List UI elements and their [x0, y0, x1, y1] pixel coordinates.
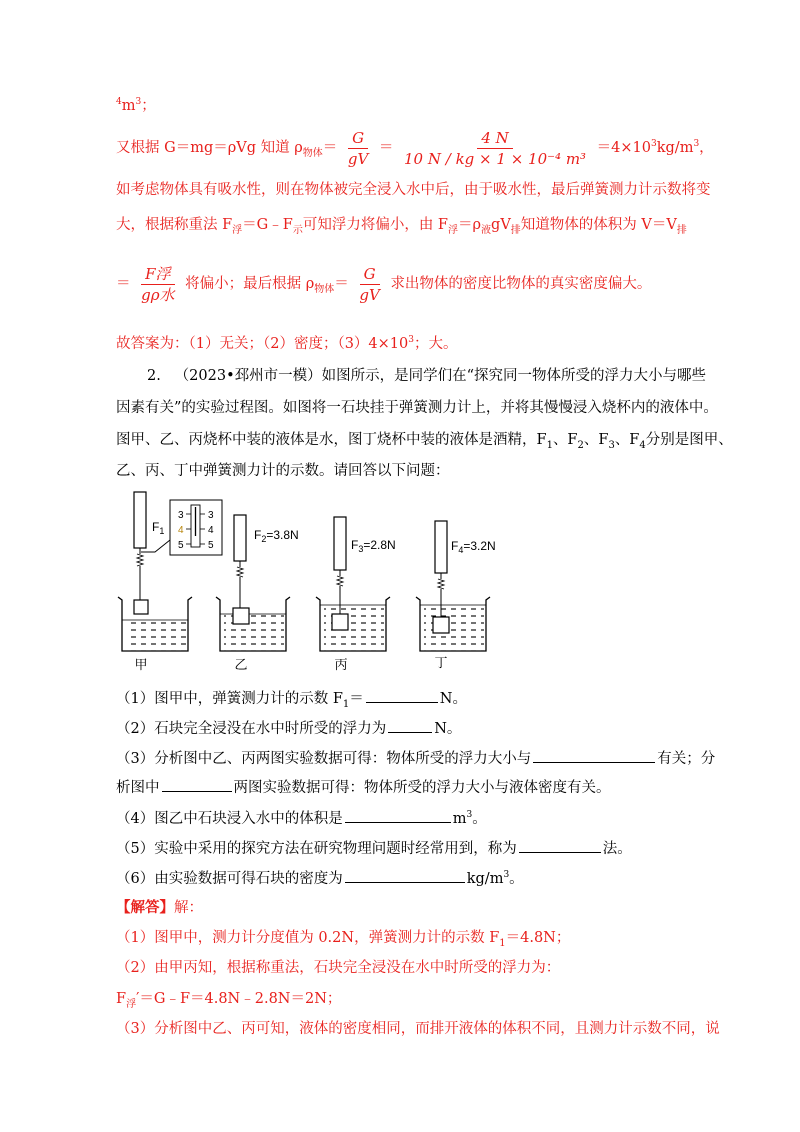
- svg-text:3: 3: [208, 510, 214, 521]
- stone-yi: [233, 608, 249, 624]
- caption-yi: 乙: [234, 657, 248, 672]
- answer-line-volume: $^4m^3$；: [116, 97, 156, 114]
- spring-scale-bing: [334, 517, 346, 570]
- setup-jia: [118, 492, 222, 672]
- svg-text:5: 5: [208, 540, 214, 551]
- solution-2-calc: $F_浮'=G﹣F=4.8N﹣2.8N=2N$；: [116, 991, 342, 1010]
- answer-blank-3b[interactable]: [162, 776, 232, 792]
- fraction-density-calc: $\frac{4 N}{\text{10 N / kg × 1 × 10⁻⁴ m³}}$: [404, 128, 587, 168]
- svg-text:4: 4: [208, 525, 214, 536]
- setup-yi: [216, 515, 299, 672]
- sub-question-4: （4）图乙中石块浸入水中的体积是 $m^3$。: [116, 807, 487, 829]
- stone-jia: [134, 600, 148, 614]
- answer-blank-2[interactable]: [388, 717, 432, 733]
- question-2-line-1: 2. （2023•邳州市一模）如图所示，是同学们在“探究同一物体所受的浮力大小与哪些: [147, 368, 707, 384]
- question-2-line-2: 因素有关”的实验过程图。如图将一石块挂于弹簧测力计上，并将其慢慢浸入烧杯内的液体中。: [116, 400, 718, 416]
- solution-1: （1）图甲中，测力计分度值为 0.2N，弹簧测力计的示数 $F_1=4.8N$；: [116, 930, 571, 949]
- answer-line-conclusion: ＝ $\frac{\text{F浮}}{\text{gρ水}}$ 将偏小；最后根据 $\rho_{物体}=$ $\frac{G}{gV}$ 求出物体的密度比物体的真实密度偏大。: [116, 264, 652, 304]
- answer-blank-6[interactable]: [345, 867, 465, 883]
- fraction-buoyancy-volume: $\frac{\text{F浮}}{\text{gρ水}}$: [141, 264, 175, 304]
- sub-question-2: （2）石块完全浸没在水中时所受的浮力为 N。: [116, 717, 461, 739]
- f2-label: $F_2=3.8N$: [254, 528, 299, 544]
- sub-question-3-cont: 析图中 两图实验数据可得：物体所受的浮力大小与液体密度有关。: [116, 776, 611, 798]
- question-number: 2.: [147, 368, 161, 384]
- caption-bing: 丙: [334, 657, 348, 672]
- svg-text:3: 3: [178, 510, 184, 521]
- f3-label: $F_3=2.8N$: [351, 538, 396, 554]
- setup-ding: [416, 521, 496, 670]
- spring-scale-ding: [435, 521, 447, 573]
- stone-ding: [433, 617, 449, 633]
- scale-zoom-inset: [170, 500, 222, 555]
- solution-heading: 【解答】解：: [116, 899, 203, 916]
- caption-jia: 甲: [134, 657, 148, 672]
- solution-2: （2）由甲丙知，根据称重法，石块完全浸没在水中时所受的浮力为：: [116, 960, 561, 976]
- answer-blank-3a[interactable]: [533, 747, 655, 763]
- svg-text:4: 4: [178, 525, 184, 536]
- spring-scale-jia: [134, 492, 146, 548]
- spring-scale-yi: [234, 515, 246, 561]
- question-2-line-4: 乙、丙、丁中弹簧测力计的示数。请回答以下问题：: [116, 463, 450, 479]
- answer-line-weighing: 大，根据称重法 $F_浮=G﹣F_示$可知浮力将偏小，由 $F_浮=\rho_液gV_排$知道物体的体积为 $V=V_排$: [116, 217, 687, 236]
- answer-line-absorb: 如考虑物体具有吸水性，则在物体被完全浸入水中后，由于吸水性，最后弹簧测力计示数将变: [116, 182, 711, 198]
- answer-blank-4[interactable]: [345, 807, 451, 823]
- stone-bing: [332, 614, 348, 630]
- experiment-figure: [110, 487, 550, 677]
- fraction-g-over-gv-2: $\frac{G}{gV}$: [359, 264, 380, 304]
- sub-question-5: （5）实验中采用的探究方法在研究物理问题时经常用到，称为 法。: [116, 837, 632, 859]
- sub-question-1: （1）图甲中，弹簧测力计的示数 $F_1= N$。: [116, 687, 467, 709]
- question-2-line-3: 图甲、乙、丙烧杯中装的液体是水，图丁烧杯中装的液体是酒精，$F_1$、$F_2$、$F_3$、$F_4$分别是图甲、: [116, 432, 733, 451]
- sub-question-3: （3）分析图中乙、丙两图实验数据可得：物体所受的浮力大小与 有关；分: [116, 747, 715, 769]
- answer-line-density: 又根据 G＝mg＝ρVg 知道 $\rho_{物体}=$ $\frac{G}{gV}$ ＝ $\frac{4 N}{\text{10 N / kg × 1 × 10⁻⁴ m³}}$ $=4\times 10^3kg/m^3$，: [116, 128, 714, 168]
- answer-blank-1[interactable]: [366, 687, 438, 703]
- svg-text:5: 5: [178, 540, 184, 551]
- f1-label: $F_1$: [152, 520, 165, 536]
- fraction-g-over-gv: $\frac{G}{gV}$: [347, 128, 369, 168]
- sub-question-6: （6）由实验数据可得石块的密度为 $kg/m^3$。: [116, 867, 524, 889]
- caption-ding: 丁: [434, 655, 448, 670]
- answer-blank-5[interactable]: [519, 837, 601, 853]
- answer-summary: 故答案为：（1）无关；（2）密度；$(3)4\times 10^3$；大。: [116, 335, 458, 352]
- setup-bing: [316, 517, 396, 672]
- solution-3: （3）分析图中乙、丙可知，液体的密度相同，而排开液体的体积不同，且测力计示数不同，说: [116, 1021, 720, 1037]
- f4-label: $F_4=3.2N$: [451, 539, 496, 555]
